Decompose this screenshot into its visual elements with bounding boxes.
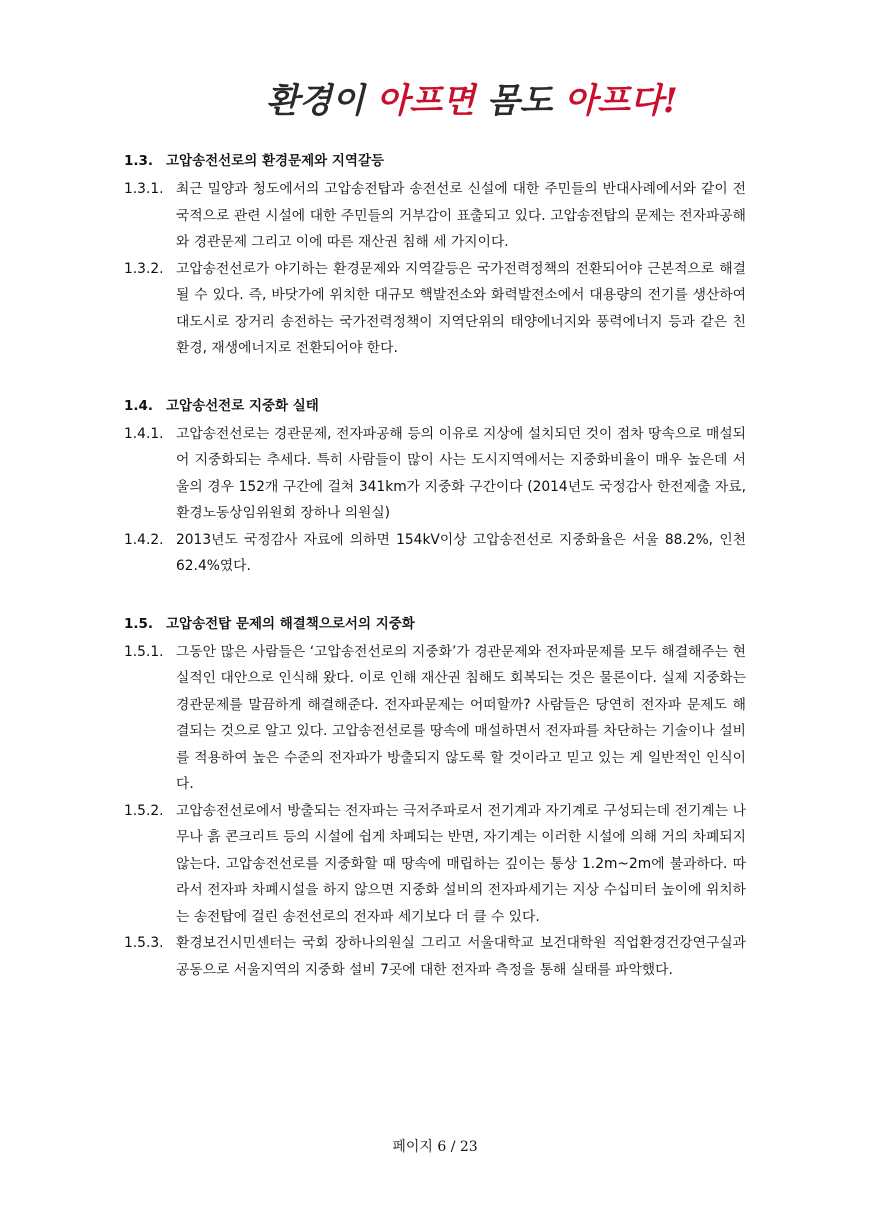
- section-number: 1.4.: [124, 397, 154, 414]
- slogan-logo-graphic: [262, 72, 678, 126]
- paragraph-number: 1.4.2.: [124, 531, 164, 548]
- section-heading: [124, 613, 746, 639]
- svg-text:환경이 아프면 몸도 아프다!: [266, 81, 678, 121]
- logo-word-4: 아프다!: [564, 81, 678, 121]
- page-number-footer: 페이지 6 / 23: [392, 1139, 478, 1155]
- logo-word-1: 환경이: [266, 81, 377, 121]
- paragraph-text: 2013년도 국정감사 자료에 의하면 154kV이상 고압송전선로 지중화율은 서울 88.2%, 인천 62.4%였다.: [176, 531, 746, 574]
- paragraph-number: 1.5.1.: [124, 643, 164, 660]
- section-number: 1.3.: [124, 153, 154, 169]
- paragraph-number: 1.4.1.: [124, 425, 164, 442]
- paragraph-number: 1.5.2.: [124, 802, 164, 819]
- paragraph-1-4-1: [124, 421, 746, 527]
- paragraph-number: 1.3.1.: [124, 181, 164, 197]
- slogan-logo: [262, 72, 678, 126]
- paragraph-text: 고압송전선로는 경관문제, 전자파공해 등의 이유로 지상에 설치되던 것이 점차 땅속으로 매설되어 지중화되는 추세다. 특히 사람들이 많이 사는 도시지역에서는 지중화비율이 매우 높은데 서울의 경우 152개 구간에 걸쳐 341km가 지중화 구간이다 (2014년도 국정감사 한전제출 자료, 환경노동상임위원회 장하나 의원실): [176, 425, 746, 521]
- section-title: 고압송전선로의 환경문제와 지역갈등: [166, 153, 385, 169]
- section-heading: [124, 395, 746, 421]
- paragraph-text: 고압송전선로에서 방출되는 전자파는 극저주파로서 전기계과 자기계로 구성되는데 전기계는 나무나 흙 콘크리트 등의 시설에 쉽게 차폐되는 반면, 자기계는 이러한 시설에 의해 거의 차폐되지 않는다. 고압송전선로를 지중화할 때 땅속에 매립하는 깊이는 통상 1.2m~2m에 불과하다. 따라서 전자파 차폐시설을 하지 않으면 지중화 설비의 전자파세기는 지상 수십미터 높이에 위치하는 송전탑에 걸린 송전선로의 전자파 세기보다 더 클 수 있다.: [176, 802, 746, 925]
- section-1-5: [124, 613, 746, 984]
- logo-word-2: 아프면: [376, 81, 487, 121]
- paragraph-text: 고압송전선로가 야기하는 환경문제와 지역갈등은 국가전력정책의 전환되어야 근본적으로 해결될 수 있다. 즉, 바닷가에 위치한 대규모 핵발전소와 화력발전소에서 대용량의 전기를 생산하여 대도시로 장거리 송전하는 국가전력정책이 지역단위의 태양에너지와 풍력에너지 등과 같은 친환경, 재생에너지로 전환되어야 한다.: [176, 260, 746, 356]
- paragraph-number: 1.3.2.: [124, 260, 164, 277]
- paragraph-1-5-1: [124, 639, 746, 798]
- paragraph-1-3-1: [124, 176, 746, 256]
- section-1-4: [124, 395, 746, 580]
- section-number: 1.5.: [124, 615, 154, 632]
- paragraph-number: 1.5.3.: [124, 935, 164, 951]
- paragraph-text: 그동안 많은 사람들은 ‘고압송전선로의 지중화’가 경관문제와 전자파문제를 모두 해결해주는 현실적인 대안으로 인식해 왔다. 이로 인해 재산권 침해도 회복되는 것은 물론이다. 실제 지중화는 경관문제를 말끔하게 해결해준다. 전자파문제는 어떠할까? 사람들은 당연히 전자파 문제도 해결되는 것으로 알고 있다. 고압송전선로를 땅속에 매설하면서 전자파를 차단하는 기술이나 설비를 적용하여 높은 수준의 전자파가 방출되지 않도록 할 것이라고 믿고 있는 게 일반적인 인식이다.: [176, 643, 746, 792]
- section-heading: [124, 150, 746, 176]
- paragraph-1-4-2: [124, 527, 746, 580]
- paragraph-text: 최근 밀양과 청도에서의 고압송전탑과 송전선로 신설에 대한 주민들의 반대사례에서와 같이 전국적으로 관련 시설에 대한 주민들의 거부감이 표출되고 있다. 고압송전탑의 문제는 전자파공해와 경관문제 그리고 이에 따른 재산권 침해 세 가지이다.: [176, 181, 746, 250]
- section-title: 고압송선전로 지중화 실태: [166, 397, 319, 414]
- paragraph-1-5-2: [124, 798, 746, 931]
- paragraph-text: 환경보건시민센터는 국회 장하나의원실 그리고 서울대학교 보건대학원 직업환경건강연구실과 공동으로 서울지역의 지중화 설비 7곳에 대한 전자파 측정을 통해 실태를 파악했다.: [176, 935, 746, 978]
- document-body: [124, 150, 746, 1016]
- paragraph-1-5-3: [124, 930, 746, 983]
- paragraph-1-3-2: [124, 256, 746, 362]
- section-title: 고압송전탑 문제의 해결책으로서의 지중화: [166, 615, 415, 632]
- logo-word-3: 몸도: [486, 81, 565, 121]
- section-1-3: [124, 150, 746, 362]
